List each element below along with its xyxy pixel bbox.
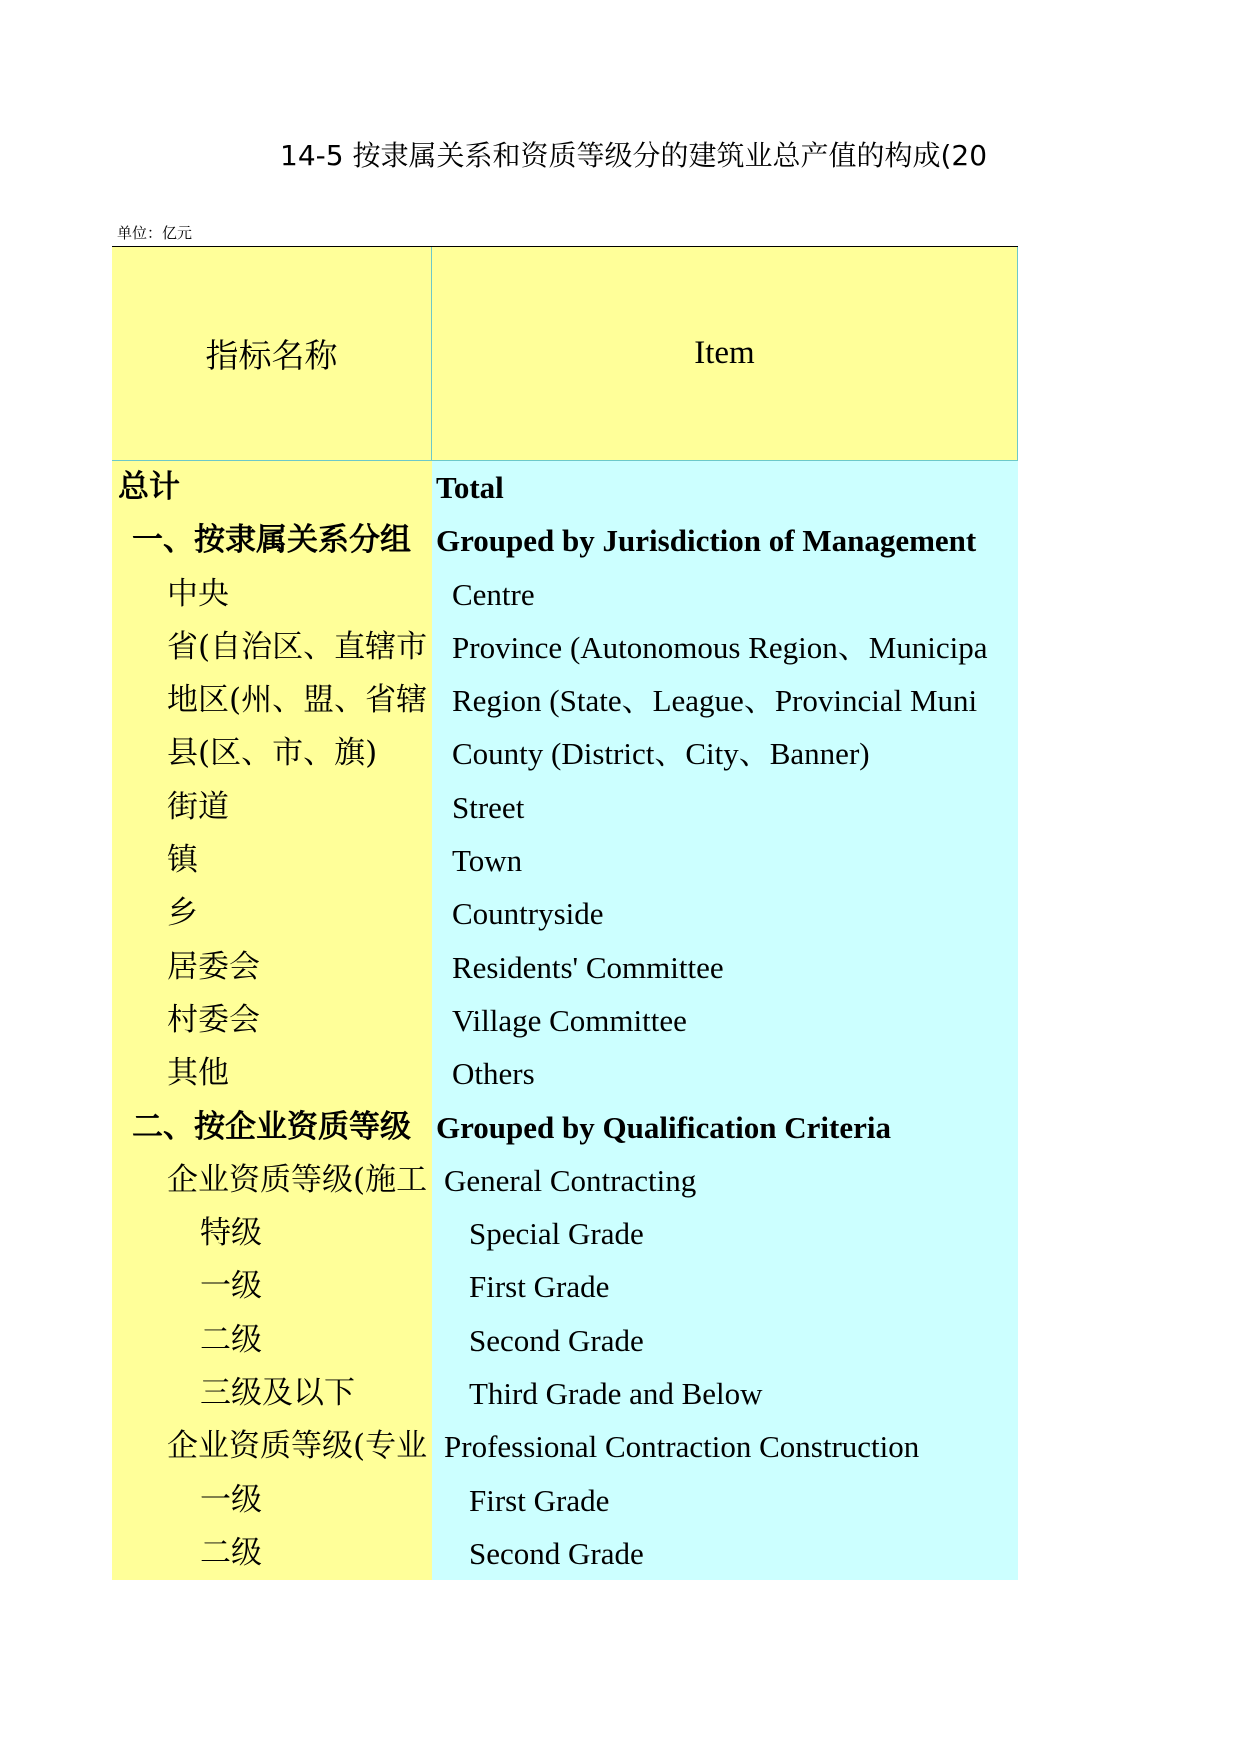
row-en-label: County (District、City、Banner) bbox=[432, 727, 1018, 780]
table-row bbox=[112, 1047, 1018, 1100]
row-en-label: Third Grade and Below bbox=[432, 1367, 1018, 1420]
table-row bbox=[112, 1474, 1018, 1527]
table-row bbox=[112, 1527, 1018, 1580]
row-en-label: Town bbox=[432, 834, 1018, 887]
table-row-subgroup bbox=[112, 1154, 1018, 1207]
row-cn-label: 二、按企业资质等级 bbox=[112, 1101, 432, 1154]
row-cn-label: 一级 bbox=[112, 1260, 432, 1313]
table-row bbox=[112, 1260, 1018, 1313]
table-row-total bbox=[112, 461, 1018, 514]
row-en-label: Centre bbox=[432, 568, 1018, 621]
page-title: 14-5 按隶属关系和资质等级分的建筑业总产值的构成(20 bbox=[280, 139, 988, 172]
row-cn-label: 一、按隶属关系分组 bbox=[112, 514, 432, 567]
row-en-label: Professional Contraction Construction bbox=[432, 1420, 1018, 1473]
table-row-section bbox=[112, 1101, 1018, 1154]
row-en-label: Special Grade bbox=[432, 1207, 1018, 1260]
header-item: Item bbox=[432, 247, 1018, 461]
row-cn-label: 镇 bbox=[112, 834, 432, 887]
row-cn-label: 县(区、市、旗) bbox=[112, 727, 432, 780]
row-cn-label: 三级及以下 bbox=[112, 1367, 432, 1420]
row-cn-label: 其他 bbox=[112, 1047, 432, 1100]
row-en-label: Total bbox=[432, 461, 1018, 514]
row-cn-label: 企业资质等级(施工 bbox=[112, 1154, 432, 1207]
table-row bbox=[112, 621, 1018, 674]
row-cn-label: 街道 bbox=[112, 781, 432, 834]
table-row bbox=[112, 1207, 1018, 1260]
unit-label: 单位：亿元 bbox=[117, 224, 193, 242]
data-table bbox=[112, 246, 1018, 1580]
row-cn-label: 总计 bbox=[112, 461, 432, 514]
row-en-label: Second Grade bbox=[432, 1527, 1018, 1580]
row-cn-label: 中央 bbox=[112, 568, 432, 621]
row-en-label: Countryside bbox=[432, 887, 1018, 940]
row-cn-label: 特级 bbox=[112, 1207, 432, 1260]
row-en-label: Second Grade bbox=[432, 1314, 1018, 1367]
row-en-label: First Grade bbox=[432, 1260, 1018, 1313]
row-cn-label: 企业资质等级(专业 bbox=[112, 1420, 432, 1473]
row-en-label: General Contracting bbox=[432, 1154, 1018, 1207]
table-row bbox=[112, 1314, 1018, 1367]
table-row bbox=[112, 994, 1018, 1047]
row-en-label: First Grade bbox=[432, 1474, 1018, 1527]
table-row-section bbox=[112, 514, 1018, 567]
table-row bbox=[112, 781, 1018, 834]
table-row bbox=[112, 727, 1018, 780]
row-cn-label: 居委会 bbox=[112, 941, 432, 994]
table-header bbox=[112, 246, 1018, 461]
row-cn-label: 乡 bbox=[112, 887, 432, 940]
row-en-label: Region (State、League、Provincial Muni bbox=[432, 674, 1018, 727]
row-en-label: Village Committee bbox=[432, 994, 1018, 1047]
row-en-label: Others bbox=[432, 1047, 1018, 1100]
row-en-label: Grouped by Qualification Criteria bbox=[432, 1101, 1018, 1154]
row-cn-label: 二级 bbox=[112, 1527, 432, 1580]
table-row bbox=[112, 887, 1018, 940]
row-cn-label: 村委会 bbox=[112, 994, 432, 1047]
table-row bbox=[112, 941, 1018, 994]
row-en-label: Residents' Committee bbox=[432, 941, 1018, 994]
row-en-label: Grouped by Jurisdiction of Management bbox=[432, 514, 1018, 567]
table-row bbox=[112, 568, 1018, 621]
table-row bbox=[112, 1367, 1018, 1420]
row-en-label: Province (Autonomous Region、Municipa bbox=[432, 621, 1018, 674]
row-cn-label: 二级 bbox=[112, 1314, 432, 1367]
row-cn-label: 省(自治区、直辖市 bbox=[112, 621, 432, 674]
table-row-subgroup bbox=[112, 1420, 1018, 1473]
table-row bbox=[112, 674, 1018, 727]
table-row bbox=[112, 834, 1018, 887]
row-cn-label: 一级 bbox=[112, 1474, 432, 1527]
header-indicator-name: 指标名称 bbox=[112, 247, 432, 461]
row-cn-label: 地区(州、盟、省辖 bbox=[112, 674, 432, 727]
row-en-label: Street bbox=[432, 781, 1018, 834]
